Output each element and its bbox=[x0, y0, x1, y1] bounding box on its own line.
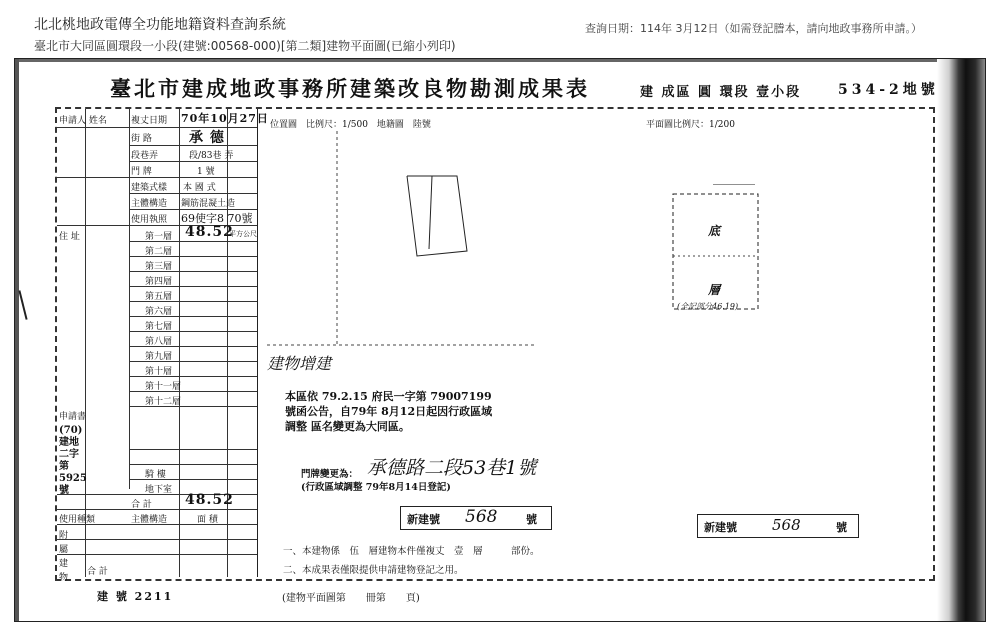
door-change-value: 承德路二段53巷1號 bbox=[367, 457, 537, 479]
footer-note-1: 一、本建物係 伍 層建物本件僅複丈 壹 層 部份。 bbox=[283, 546, 540, 557]
plan-note: (全記部分46.19) bbox=[677, 302, 739, 311]
application-number: (70) 建地二字第 5925 號 bbox=[59, 425, 87, 496]
lane-value: 段/83巷 弄 bbox=[189, 151, 234, 161]
new-bld-label: 新建號 bbox=[407, 513, 440, 526]
table-divider bbox=[129, 109, 130, 489]
district-label: 建 成區 圓 環段 壹小段 bbox=[640, 85, 802, 100]
new-building-number-box bbox=[400, 506, 552, 530]
total-area: 48.52 bbox=[185, 492, 234, 508]
bottom-plan-reference: (建物平面圖第 冊第 頁) bbox=[282, 593, 420, 604]
lane-label: 段巷弄 bbox=[131, 151, 159, 161]
table-row bbox=[129, 376, 257, 377]
floor-label: 第八層 bbox=[145, 337, 173, 347]
permit-value: 69使字8 70號 bbox=[181, 212, 253, 225]
floor1-label: 第一層 bbox=[145, 232, 173, 242]
floor-label: 第四層 bbox=[145, 277, 173, 287]
table-row bbox=[129, 241, 257, 242]
table-row bbox=[129, 464, 257, 465]
location-map bbox=[267, 131, 537, 346]
new-bld-value: 568 bbox=[465, 507, 498, 527]
street-label: 街 路 bbox=[131, 134, 152, 144]
bottom-row bbox=[57, 584, 927, 610]
building-change-note: 建物增建 bbox=[267, 354, 332, 373]
table-row bbox=[129, 286, 257, 287]
type-value: 本 國 式 bbox=[183, 183, 216, 193]
floor-label: 第五層 bbox=[145, 292, 173, 302]
table-row bbox=[57, 524, 257, 525]
parcel-outline bbox=[407, 176, 467, 256]
door-change-date: (行政區域調整 79年8月14日登記) bbox=[301, 482, 451, 493]
table-divider bbox=[85, 109, 86, 577]
query-date: 查詢日期：114年 3月12日（如需登記謄本，請向地政事務所申請。） bbox=[585, 22, 922, 35]
table-row bbox=[129, 161, 257, 162]
table-row bbox=[129, 331, 257, 332]
applicant-label: 申請人 姓名 bbox=[59, 116, 107, 126]
floor-label: 第十二層 bbox=[145, 397, 182, 407]
table-row bbox=[129, 256, 257, 257]
table-row bbox=[57, 509, 257, 510]
district-notice: 本區依 79.2.15 府民一字第 79007199號函公告，自79年 8月12日起因行政區域調整 區名變更為大同區。 bbox=[285, 390, 493, 433]
floor-label: 第十一層 bbox=[145, 382, 182, 392]
floor-label: 第二層 bbox=[145, 247, 173, 257]
floor-label: 第六層 bbox=[145, 307, 173, 317]
attached-struct-label: 主體構造 bbox=[131, 515, 168, 525]
floor-label: 第七層 bbox=[145, 322, 173, 332]
total-label: 合 計 bbox=[131, 500, 152, 510]
balcony-label: 騎 樓 bbox=[145, 470, 166, 480]
plan-room-label: 底 bbox=[708, 224, 721, 238]
attached-use-label: 使用種類 bbox=[59, 515, 96, 525]
area-unit: 平方公尺 bbox=[229, 230, 257, 238]
table-row bbox=[57, 127, 257, 128]
scan-border-top bbox=[15, 59, 985, 62]
floor-label: 第十層 bbox=[145, 367, 173, 377]
scanned-document bbox=[14, 58, 986, 622]
table-row bbox=[129, 361, 257, 362]
plan-label: 平面圖比例尺：1/200 bbox=[646, 120, 735, 130]
table-divider bbox=[179, 109, 180, 577]
street-value: 承 德 bbox=[189, 130, 225, 146]
table-row bbox=[129, 193, 257, 194]
document-title: 臺北市建成地政事務所建築改良物勘測成果表 bbox=[110, 76, 590, 101]
bottom-building-number: 建 號 2211 bbox=[97, 590, 174, 603]
footer-note-2: 二、本成果表僅限提供申請建物登記之用。 bbox=[283, 565, 464, 576]
property-table bbox=[57, 109, 269, 583]
table-row bbox=[129, 479, 257, 480]
application-label: 申請書 bbox=[59, 412, 87, 422]
survey-date: 70年10月27日 bbox=[181, 112, 269, 125]
page-header bbox=[0, 0, 1000, 58]
floor-label: 第九層 bbox=[145, 352, 173, 362]
new-bld-suffix: 號 bbox=[526, 513, 537, 526]
number-value: 1 號 bbox=[197, 167, 215, 177]
floor1-area: 48.52 bbox=[185, 224, 234, 240]
attached-area-label: 面 積 bbox=[197, 515, 218, 525]
table-row bbox=[129, 391, 257, 392]
table-row bbox=[129, 301, 257, 302]
table-row bbox=[57, 554, 257, 555]
table-row bbox=[57, 539, 257, 540]
plan-room-label: 層 bbox=[708, 283, 721, 297]
location-map-label: 位置圖 比例尺：1/500 地籍圖 陸號 bbox=[270, 120, 431, 130]
door-change-label: 門牌變更為： bbox=[301, 469, 359, 480]
right-new-bld-label: 新建號 bbox=[704, 521, 737, 534]
system-title: 北北桃地政電傳全功能地籍資料查詢系統 bbox=[34, 17, 286, 33]
table-row bbox=[129, 449, 257, 450]
basement-label: 地下室 bbox=[145, 485, 173, 495]
floor-label: 第三層 bbox=[145, 262, 173, 272]
type-label: 建築式樣 bbox=[131, 183, 168, 193]
right-new-building-number-box bbox=[697, 514, 859, 538]
table-row bbox=[129, 346, 257, 347]
scan-shadow-right bbox=[937, 59, 985, 621]
table-row bbox=[129, 406, 257, 407]
structure-label: 主體構造 bbox=[131, 199, 168, 209]
table-row bbox=[129, 271, 257, 272]
structure-value: 鋼筋混凝土造 bbox=[181, 199, 236, 209]
survey-date-label: 複丈日期 bbox=[131, 116, 168, 126]
parcel-line bbox=[429, 176, 432, 249]
attached-label: 附屬建物 bbox=[59, 531, 69, 583]
number-label: 門 牌 bbox=[131, 167, 152, 177]
right-new-bld-suffix: 號 bbox=[836, 521, 847, 534]
subtotal-label: 合 計 bbox=[87, 567, 108, 577]
land-number: 534-2地號 bbox=[838, 82, 939, 98]
right-new-bld-value: 568 bbox=[772, 516, 801, 534]
permit-label: 使用執照 bbox=[131, 215, 168, 225]
table-row bbox=[57, 177, 257, 178]
address-label: 住 址 bbox=[59, 232, 80, 242]
table-row bbox=[129, 145, 257, 146]
document-subtitle: 臺北市大同區圓環段一小段(建號:00568-000)[第二類]建物平面圖(已縮小列印) bbox=[34, 39, 456, 53]
scan-border-left bbox=[15, 59, 19, 621]
table-row bbox=[129, 316, 257, 317]
